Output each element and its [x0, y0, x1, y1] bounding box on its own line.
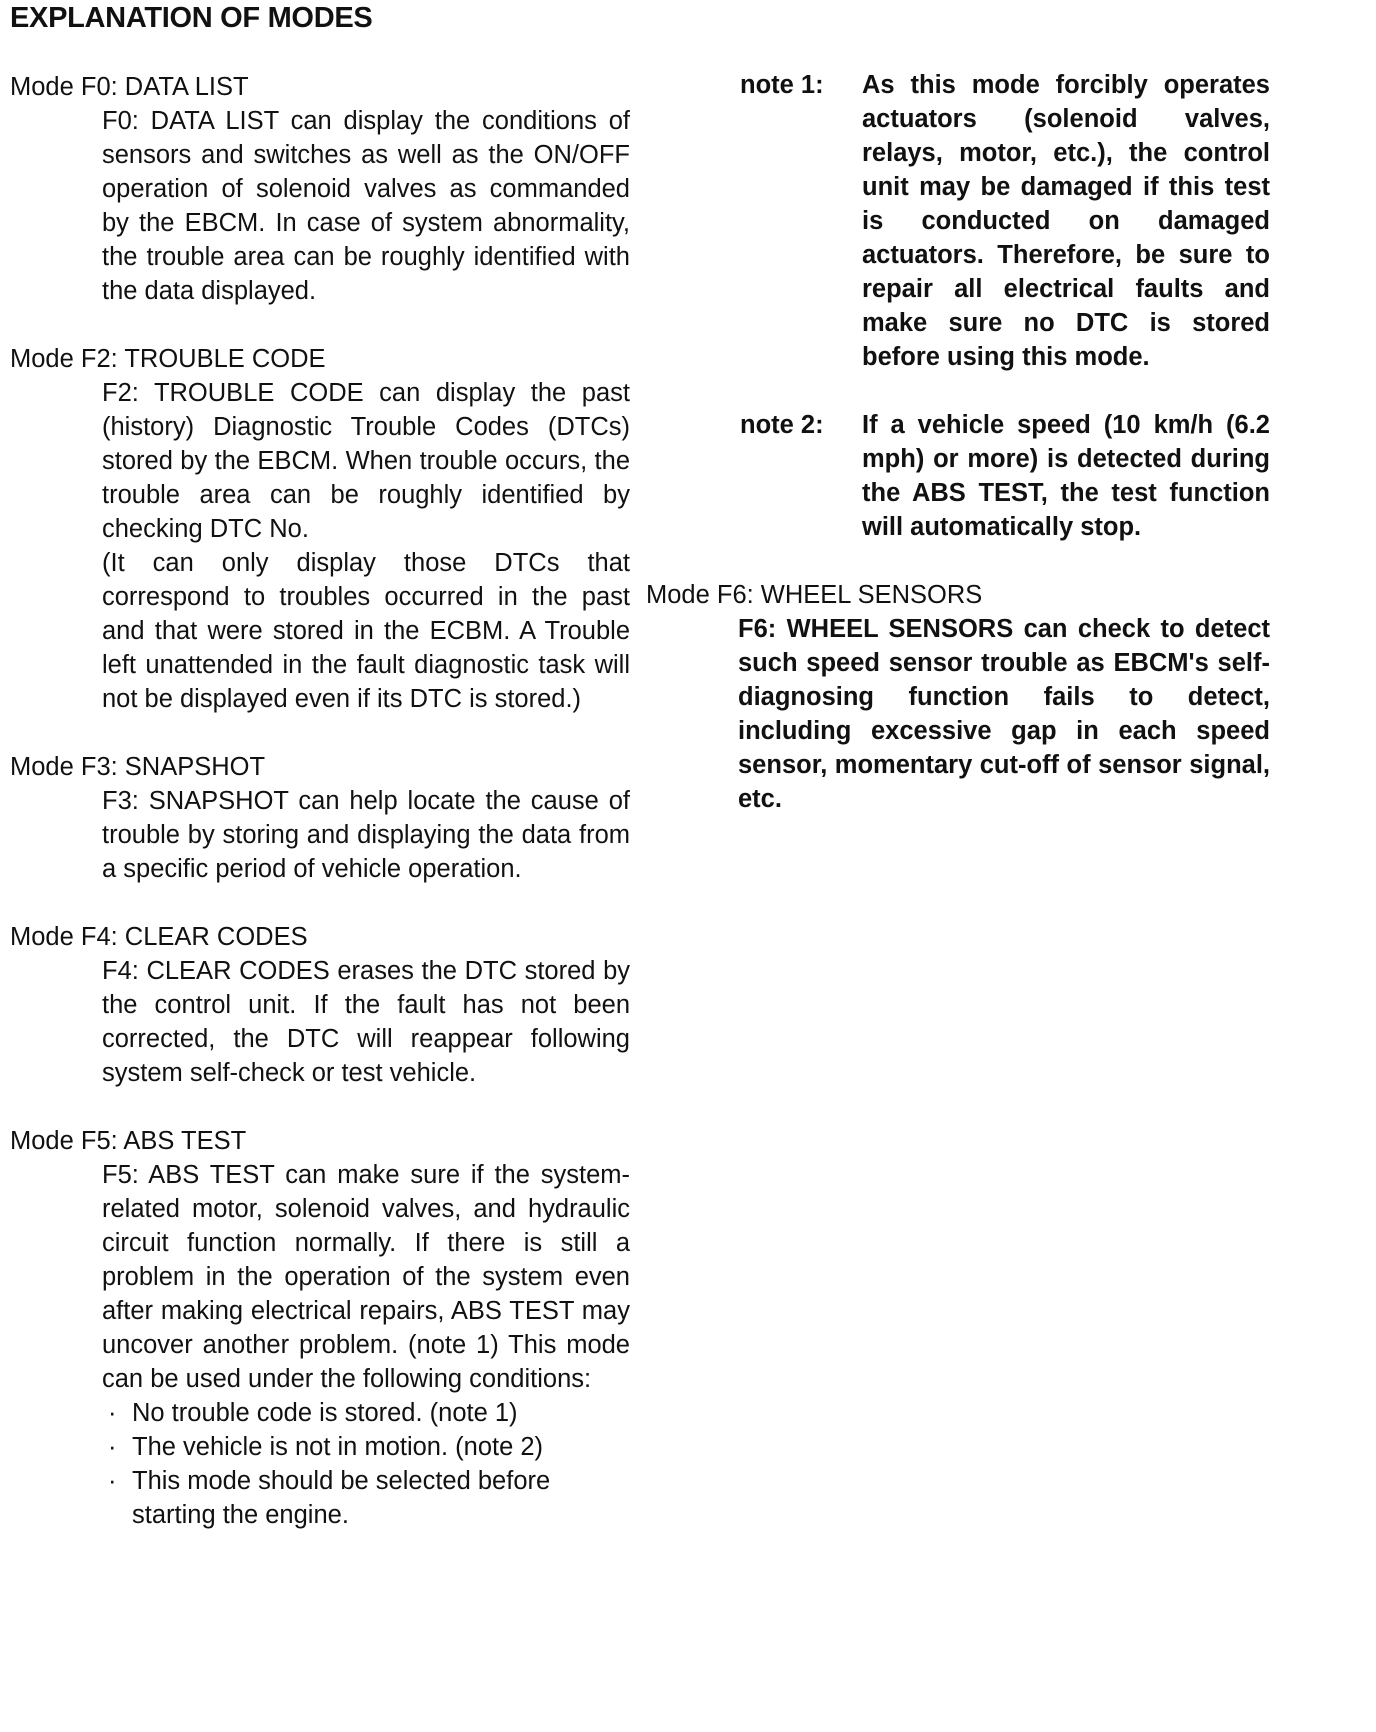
bullet-icon: · [108, 1467, 117, 1495]
mode-f6-section [646, 578, 1370, 816]
mode-f5-description: F5: ABS TEST can make sure if the system-related motor, solenoid valves, and hydraulic circuit function normally. If there is still a problem in the operation of the system even after making electrical repairs, ABS TEST may uncover another problem. (note 1) This mode can be used under the following conditions: [102, 1161, 630, 1393]
mode-f6-heading: Mode F6: WHEEL SENSORS [646, 581, 983, 609]
mode-f3-section [10, 750, 630, 886]
note-2-text: If a vehicle speed (10 km/h (6.2 mph) or more) is detected during the ABS TEST, the test function will automatically stop. [862, 411, 1270, 541]
bullet-icon: · [108, 1399, 117, 1427]
mode-f0-section [10, 70, 630, 308]
list-item: · This mode should be selected before starting the engine. [102, 1464, 630, 1532]
mode-f2-description: F2: TROUBLE CODE can display the past (history) Diagnostic Trouble Codes (DTCs) stored by the EBCM. When trouble occurs, the trouble area can be roughly identified by checking DTC No. [102, 379, 630, 543]
mode-f2-section [10, 342, 630, 716]
bullet-icon: · [108, 1433, 117, 1461]
mode-f0-description: F0: DATA LIST can display the conditions of sensors and switches as well as the ON/OFF operation of solenoid valves as commanded by the EBCM. In case of system abnormality, the trouble area can be roughly identified with the data displayed. [102, 107, 630, 305]
list-item: · The vehicle is not in motion. (note 2) [102, 1430, 630, 1464]
mode-f0-heading: Mode F0: DATA LIST [10, 73, 249, 101]
mode-f3-heading: Mode F3: SNAPSHOT [10, 753, 266, 781]
left-column [10, 70, 630, 1566]
note-1 [638, 68, 1370, 374]
mode-f2-description-note: (It can only display those DTCs that correspond to troubles occurred in the past and that were stored in the ECBM. A Trouble left unattended in the fault diagnostic task will not be displayed even if its DTC is stored.) [102, 549, 630, 713]
mode-f5-section [10, 1124, 630, 1532]
mode-f4-description: F4: CLEAR CODES erases the DTC stored by the control unit. If the fault has not been corrected, the DTC will reappear following system self-check or test vehicle. [102, 957, 630, 1087]
note-2 [638, 408, 1370, 544]
mode-f3-description: F3: SNAPSHOT can help locate the cause of trouble by storing and displaying the data from a specific period of vehicle operation. [102, 787, 630, 883]
mode-f2-heading: Mode F2: TROUBLE CODE [10, 345, 326, 373]
mode-f4-section [10, 920, 630, 1090]
mode-f5-conditions-list [102, 1396, 630, 1532]
mode-f5-heading: Mode F5: ABS TEST [10, 1127, 247, 1155]
right-column [646, 68, 1370, 850]
note-2-label: note 2: [740, 411, 824, 439]
list-item: · No trouble code is stored. (note 1) [102, 1396, 630, 1430]
mode-f4-heading: Mode F4: CLEAR CODES [10, 923, 308, 951]
note-1-text: As this mode forcibly operates actuators (solenoid valves, relays, motor, etc.), the control unit may be damaged if this test is conducted on damaged actuators. Therefore, be sure to repair all electrical faults and make sure no DTC is stored before using this mode. [862, 71, 1270, 371]
page-title: EXPLANATION OF MODES [10, 2, 373, 34]
note-1-label: note 1: [740, 71, 824, 99]
mode-f6-description: F6: WHEEL SENSORS can check to detect such speed sensor trouble as EBCM's self-diagnosing function fails to detect, including excessive gap in each speed sensor, momentary cut-off of sensor signal, etc. [738, 615, 1270, 813]
